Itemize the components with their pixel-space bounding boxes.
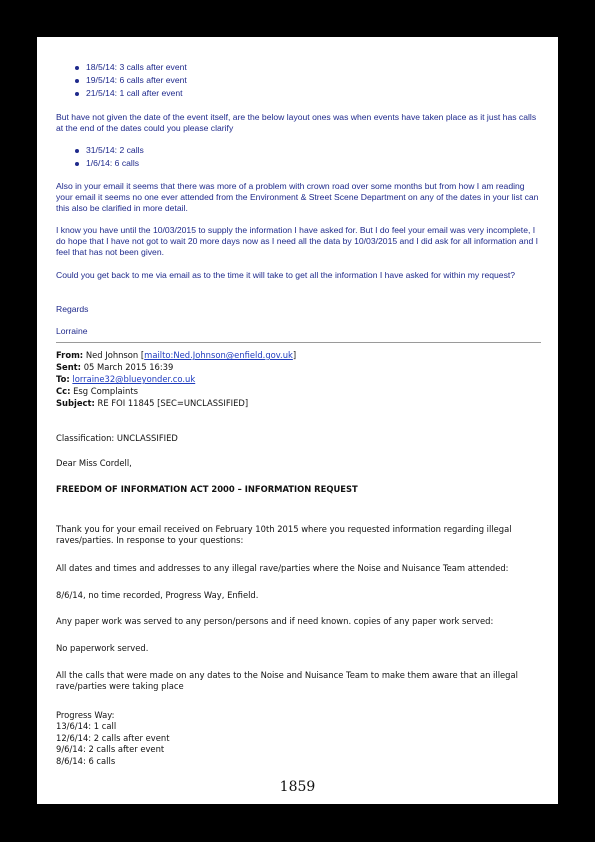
list-item: 13/6/14: 1 call [56,721,117,732]
list-item: 12/6/14: 2 calls after event [56,732,170,743]
paragraph-request-timing: Could you get back to me via email as to the time it will take to get all the information I have asked for within my request? [56,270,516,280]
body-question-paperwork: Any paper work was served to any person/persons and if need known. copies of any paper work served: [56,616,494,626]
to-label: To: [56,374,70,384]
subject-line [56,397,296,409]
list-item: 18/5/14: 3 calls after event [56,62,187,75]
sent-value: 05 March 2015 16:39 [83,362,174,372]
cc-value: Esg Complaints [73,386,138,396]
body-answer-paperwork: No paperwork served. [56,643,149,653]
list-item: 31/5/14: 2 calls [56,145,144,158]
signature-name: Lorraine [56,326,88,336]
list-item: 21/5/14: 1 call after event [56,88,187,101]
closing-regards: Regards [56,304,89,314]
paragraph-deadline: I know you have until the 10/03/2015 to supply the information I have asked for. But I do feel your email was very incomplete, I do hope that I have not got to wait 20 more days now as I need all the data by 10/03/2015 and I did ask for all information and I feel that has not been given. [56,225,539,257]
from-line [56,349,296,361]
page-number: 1859 [279,779,316,795]
to-email-link[interactable]: lorraine32@blueyonder.co.uk [72,374,196,384]
list-item: 9/6/14: 2 calls after event [56,744,165,755]
sent-line [56,361,296,373]
body-question-calls: All the calls that were made on any dates to the Noise and Nuisance Team to make them aware that an illegal rave/parties were taking place [56,670,518,692]
document-page [37,37,558,804]
body-answer-dates: 8/6/14, no time recorded, Progress Way, Enfield. [56,590,259,600]
subject-value: RE FOI 11845 [SEC=UNCLASSIFIED] [97,398,249,408]
sent-label: Sent: [56,362,82,372]
paragraph-clarify-dates: But have not given the date of the event itself, are the below layout ones was when events have taken place as it just has calls at the end of the dates could you please clarify [56,112,537,133]
from-name: Ned Johnson [ [85,350,145,360]
body-question-dates: All dates and times and addresses to any illegal rave/parties where the Noise and Nuisance Team attended: [56,563,509,573]
to-line [56,373,296,385]
paragraph-crown-road: Also in your email it seems that there was more of a problem with crown road over some months but from how I am reading your email it seems no one ever attended from the Environment & Street Scene Department on any of the dates in your list can this also be clarified in more detail. [56,181,539,213]
list-item: 19/5/14: 6 calls after event [56,75,187,88]
classification-text: Classification: UNCLASSIFIED [56,433,178,443]
cc-label: Cc: [56,386,71,396]
salutation: Dear Miss Cordell, [56,458,132,468]
subject-label: Subject: [56,398,95,408]
foi-heading: FREEDOM OF INFORMATION ACT 2000 – INFORMATION REQUEST [56,484,358,494]
mid-bullet-list [56,145,144,171]
from-close: ] [292,350,297,360]
body-intro: Thank you for your email received on February 10th 2015 where you requested information regarding illegal raves/parties. In response to your questions: [56,524,512,546]
cc-line [56,385,296,397]
email-header [56,349,296,409]
top-bullet-list [56,62,187,101]
from-email-link[interactable]: mailto:Ned.Johnson@enfield.gov.uk [144,350,293,360]
divider [56,342,541,343]
from-label: From: [56,350,84,360]
list-item: 1/6/14: 6 calls [56,158,144,171]
list-item: 8/6/14: 6 calls [56,755,116,766]
list-item: Progress Way: [56,710,115,720]
progress-way-list [56,710,542,767]
